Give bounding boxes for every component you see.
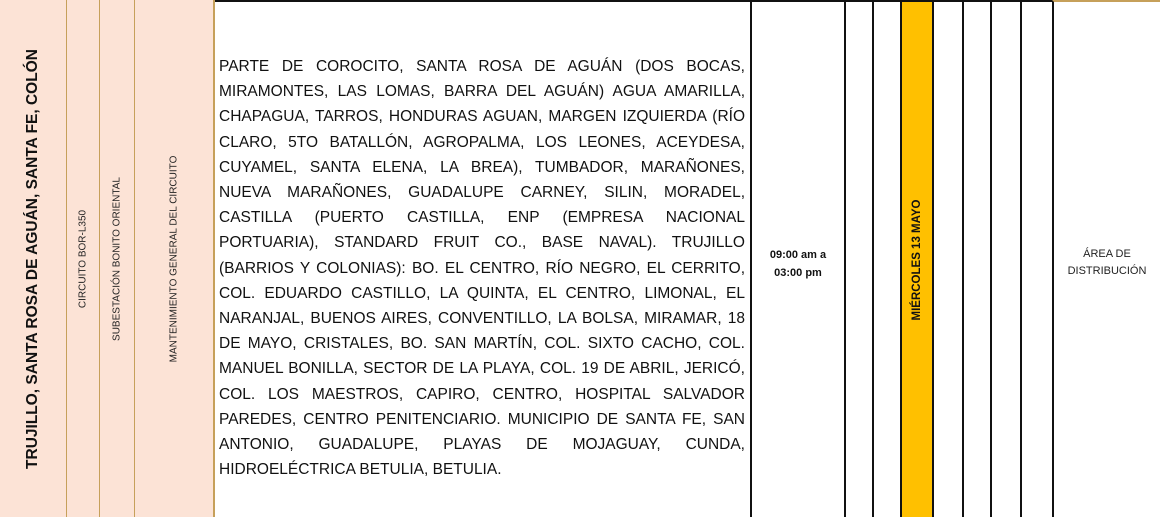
location-label: TRUJILLO, SANTA ROSA DE AGUÁN, SANTA FE, COLÓN [24, 48, 41, 469]
sectors-text: PARTE DE COROCITO, SANTA ROSA DE AGUÁN (DOS BOCAS, MIRAMONTES, LAS LOMAS, BARRA DEL AGUÁN) AGUA AMARILLA, CHAPAGUA, TARROS, HONDURAS AGUAN, MARGEN IZQUIERDA (RÍO CLARO, 5TO BATALLÓN, AGROPALMA, LOS LEONES, ACEYDESA, CUYAMEL, SANTA ELENA, LA BREA), TUMBADOR, MARAÑONES, NUEVA MARAÑONES, GUADALUPE CARNEY, SILIN, MORADEL, CASTILLA (PUERTO CASTILLA, ENP (EMPRESA NACIONAL PORTUARIA), STANDARD FRUIT CO., BASE NAVAL). TRUJILLO (BARRIOS Y COLONIAS): BO. EL CENTRO, RÍO NEGRO, EL CERRITO, COL. EDUARDO CASTILLO, LA QUINTA, EL CENTRO, LIMONAL, EL NARANJAL, BUENOS AIRES, CONVENTILLO, LA BOLSA, MIRAMAR, 18 DE MAYO, CRISTALES, BO. SAN MARTÍN, COL. SIXTO CACHO, COL. MANUEL BONILLA, SECTOR DE LA PLAYA, COL. 19 DE ABRIL, JERICÓ, COL. LOS MAESTROS, CAPIRO, CENTRO, HOSPITAL SALVADOR PAREDES, CENTRO PENITENCIARIO. MUNICIPIO DE SANTA FE, SAN ANTONIO, GUADALUPE, PLAYAS DE MOJAGUAY, CUNDA, HIDROELÉCTRICA BETULIA, BETULIA. [219, 58, 745, 479]
time-start: 09:00 am a [769, 249, 827, 261]
area-label-line2: DISTRIBUCIÓN [1067, 265, 1147, 277]
location-cell [0, 0, 67, 517]
area-label [1054, 246, 1160, 280]
day-column-5 [964, 0, 992, 517]
area-label-line1: ÁREA DE [1083, 248, 1131, 260]
maintenance-label: MANTENIMIENTO GENERAL DEL CIRCUITO [168, 155, 180, 362]
day-column-2 [874, 0, 902, 517]
maintenance-cell [135, 0, 215, 517]
day-column-7 [1022, 0, 1052, 517]
substation-label: SUBESTACIÓN BONITO ORIENTAL [111, 176, 123, 341]
date-cell [902, 0, 934, 517]
area-cell [1052, 0, 1160, 517]
time-end: 03:00 pm [774, 267, 822, 279]
day-column-1 [846, 0, 874, 517]
date-label: MIÉRCOLES 13 MAYO [911, 199, 923, 320]
sectors-cell [215, 0, 752, 517]
circuit-label: CIRCUITO BOR-L350 [77, 209, 89, 308]
time-cell [752, 0, 846, 517]
substation-cell [100, 0, 135, 517]
day-column-4 [934, 0, 964, 517]
day-column-6 [992, 0, 1022, 517]
circuit-cell [67, 0, 100, 517]
time-range [752, 246, 844, 282]
